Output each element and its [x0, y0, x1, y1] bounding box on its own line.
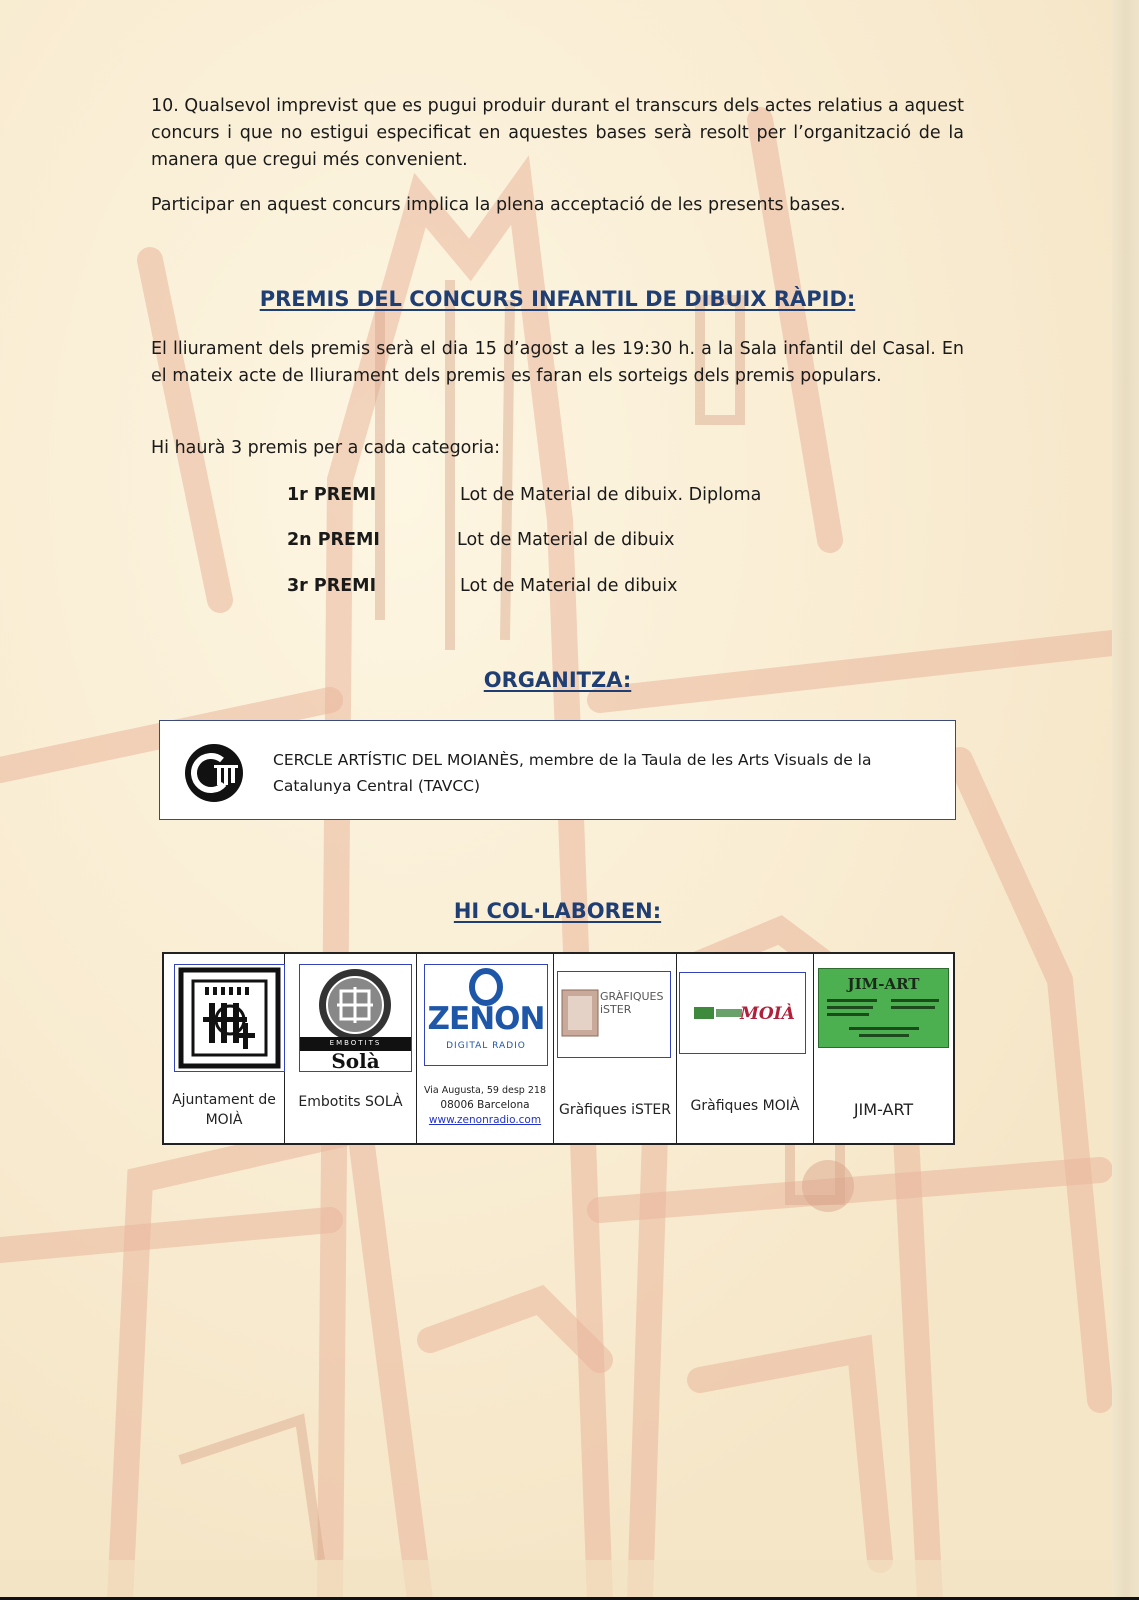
ister-logo-icon	[557, 971, 671, 1058]
zenon-logo-text: ZENON	[427, 1001, 545, 1037]
prize-rank: 3r PREMI	[287, 576, 377, 596]
sola-logo-top: EMBOTITS	[329, 1039, 382, 1047]
prize-rank: 2n PREMI	[287, 530, 380, 550]
organizer-text: CERCLE ARTÍSTIC DEL MOIANÈS, membre de la Taula de les Arts Visuals de la Catalunya Central (TAVCC)	[273, 751, 872, 795]
collaborator-caption: Ajuntament de MOIÀ	[172, 1092, 276, 1128]
collaborator-jim-art	[814, 954, 953, 1143]
collaborator-sola	[285, 954, 417, 1143]
collaborator-ister	[554, 954, 677, 1143]
collaborator-caption: Embotits SOLÀ	[298, 1094, 403, 1110]
zenon-logo-icon	[424, 964, 548, 1066]
prize-description: Lot de Material de dibuix. Diploma	[460, 485, 762, 505]
collaborators-table	[162, 952, 955, 1145]
ister-logo-text: GRÀFIQUES iSTER	[600, 990, 664, 1016]
organizer-box	[159, 720, 956, 820]
sola-logo-icon	[299, 964, 412, 1072]
prize-rank: 1r PREMI	[287, 485, 377, 505]
prize-description: Lot de Material de dibuix	[460, 576, 678, 596]
zenon-url-wrapper	[417, 1113, 553, 1127]
prizes-intro: El lliurament dels premis serà el dia 15 d’agost a les 19:30 h. a la Sala infantil del Casal. En el mateix acte de lliurament dels premis es faran els sorteigs dels premis populars.	[151, 339, 964, 386]
grafiques-moia-logo-text: MOIÀ	[740, 1004, 795, 1024]
paragraph-acceptance: Participar en aquest concurs implica la plena acceptació de les presents bases.	[151, 195, 846, 215]
ajuntament-shield-icon	[174, 964, 285, 1072]
grafiques-moia-logo-icon	[679, 972, 806, 1054]
jim-art-logo-text: JIM-ART	[847, 975, 920, 993]
jim-art-logo-icon	[818, 968, 949, 1048]
collaborator-caption: Gràfiques MOIÀ	[690, 1098, 800, 1114]
paragraph-item-10: 10. Qualsevol imprevist que es pugui produir durant el transcurs dels actes relatius a aquest concurs i que no estigui especificat en aquestes bases serà resolt per l’organització de la manera que cregui més convenient.	[151, 96, 964, 170]
collaborator-zenon	[417, 954, 554, 1143]
zenon-website-link[interactable]: www.zenonradio.com	[428, 1114, 542, 1126]
zenon-address-line-1: Via Augusta, 59 desp 218	[424, 1085, 546, 1096]
zenon-logo-sub: DIGITAL RADIO	[446, 1041, 526, 1051]
prizes-heading: PREMIS DEL CONCURS INFANTIL DE DIBUIX RÀPID:	[259, 287, 856, 311]
zenon-address-line-2: 08006 Barcelona	[440, 1099, 530, 1111]
collaborator-caption: JIM-ART	[853, 1100, 914, 1119]
collaborator-caption: Gràfiques iSTER	[558, 1102, 672, 1118]
sola-logo-text: Solà	[331, 1049, 380, 1072]
organizer-heading: ORGANITZA:	[483, 668, 632, 692]
prize-description: Lot de Material de dibuix	[457, 530, 675, 550]
prizes-per-category: Hi haurà 3 premis per a cada categoria:	[151, 438, 501, 458]
cercle-artistic-logo-icon	[184, 743, 244, 803]
collaborator-ajuntament	[164, 954, 285, 1143]
collaborator-grafiques-moia	[677, 954, 814, 1143]
collaborators-heading: HI COL·LABOREN:	[453, 899, 662, 923]
